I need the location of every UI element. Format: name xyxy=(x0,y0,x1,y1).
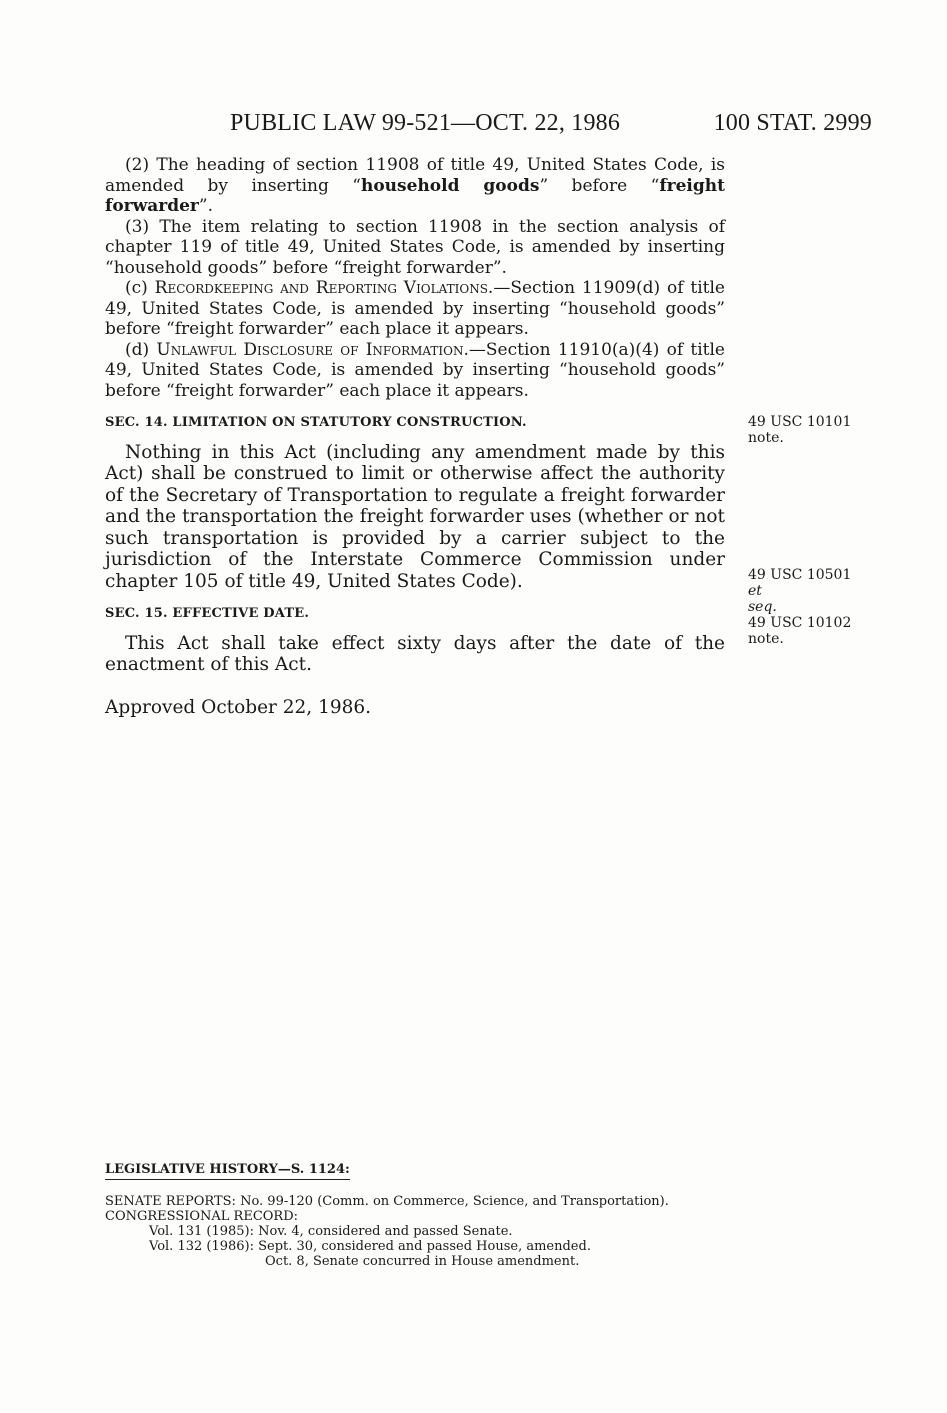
margin-note-1-citation: 49 USC 10101 xyxy=(748,414,852,430)
paragraph-2 xyxy=(105,155,725,217)
paragraph-2-text-3: ”. xyxy=(198,196,213,216)
paragraph-c xyxy=(105,278,725,340)
margin-note-1-label: note. xyxy=(748,430,784,446)
paragraph-2-bold-1: household goods xyxy=(360,175,540,196)
margin-note-2-line xyxy=(748,567,868,599)
running-header xyxy=(230,110,872,140)
approval-date: Approved October 22, 1986. xyxy=(105,696,372,718)
paragraph-d-caption: Unlawful Disclosure of Information. xyxy=(156,339,469,360)
section-15-text: This Act shall take effect sixty days after the date of the enactment of this Act. xyxy=(105,632,725,675)
margin-note-usc-10501 xyxy=(748,567,868,647)
margin-note-2-seq: seq. xyxy=(748,599,777,615)
record-vol-131: Vol. 131 (1985): Nov. 4, considered and passed Senate. xyxy=(149,1224,513,1239)
record-vol-132: Vol. 132 (1986): Sept. 30, considered and passed House, amended. xyxy=(149,1239,591,1254)
paragraph-c-label: (c) xyxy=(125,278,155,298)
margin-note-usc-10101 xyxy=(748,414,868,446)
paragraph-c-text: —Section 11909(d) of title 49, United States Code, is amended by inserting “household goods” before “freight forwarder” each place it appears. xyxy=(105,278,725,339)
paragraph-d xyxy=(105,340,725,402)
paragraph-c-caption: Recordkeeping and Reporting Violations. xyxy=(154,278,494,298)
document-body xyxy=(105,155,725,718)
paragraph-d-text: —Section 11910(a)(4) of title 49, United States Code, is amended by inserting “household goods” before “freight forwarder” each place it appears. xyxy=(105,339,725,401)
margin-note-2-seq-line xyxy=(748,599,868,615)
record-oct-8: Oct. 8, Senate concurred in House amendment. xyxy=(265,1254,580,1269)
margin-note-3-citation: 49 USC 10102 xyxy=(748,615,852,631)
legislative-history-title: LEGISLATIVE HISTORY—S. 1124: xyxy=(105,1162,350,1180)
legislative-history xyxy=(105,1162,735,1269)
section-14-text: Nothing in this Act (including any amendment made by this Act) shall be construed to limit or otherwise affect the authority of the Secretary of Transportation to regulate a freight forwarder and the transportation the freight forwarder uses (whether or not such transportation is provided by a carrier subject to the jurisdiction of the Interstate Commerce Commission under chapter 105 of title 49, United States Code). xyxy=(105,441,725,592)
paragraph-2-text-2: ” before “ xyxy=(539,175,660,196)
section-15-heading: SEC. 15. EFFECTIVE DATE. xyxy=(105,606,310,621)
congressional-record: CONGRESSIONAL RECORD: xyxy=(105,1209,299,1224)
paragraph-d-label: (d) xyxy=(125,339,157,360)
paragraph-2-text-1: (2) The heading of section 11908 of title 49, United States Code, is amended by inserting “ xyxy=(105,155,725,196)
margin-note-2-citation: 49 USC 10501 xyxy=(748,567,852,583)
public-law-citation: PUBLIC LAW 99-521—OCT. 22, 1986 xyxy=(230,110,621,136)
statute-page-number: 100 STAT. 2999 xyxy=(713,110,872,136)
paragraph-3: (3) The item relating to section 11908 in the section analysis of chapter 119 of title 49, United States Code, is amended by inserting “household goods” before “freight forwarder”. xyxy=(105,216,725,278)
paragraph-2-bold-2: freight forwarder xyxy=(105,175,725,216)
senate-reports: SENATE REPORTS: No. 99-120 (Comm. on Commerce, Science, and Transportation). xyxy=(105,1194,669,1209)
section-14-heading: SEC. 14. LIMITATION ON STATUTORY CONSTRUCTION. xyxy=(105,415,527,430)
margin-note-3-label: note. xyxy=(748,631,784,647)
margin-note-2-et: et xyxy=(748,583,762,599)
